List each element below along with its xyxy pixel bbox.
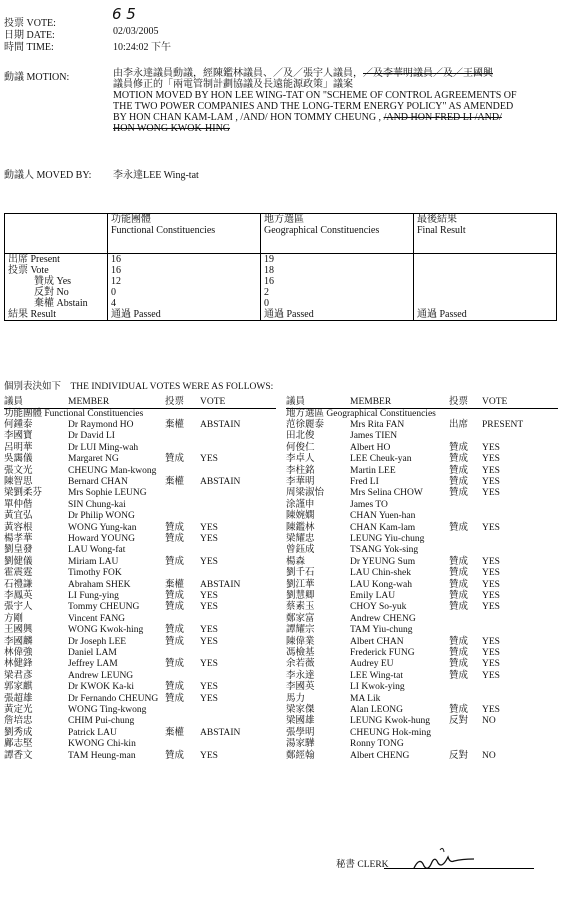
vote-number: 6 5 — [112, 5, 136, 23]
gc-section-title: 地方選區 Geographical Constituencies — [286, 409, 436, 419]
vote-value: ABSTAIN — [200, 477, 241, 487]
date-value: 02/03/2005 — [113, 26, 159, 37]
member-cn-name: 鄭家富 — [286, 613, 315, 624]
vote-value: YES — [482, 636, 500, 647]
member-cn-name: 張學明 — [286, 727, 315, 738]
member-name: Alan LEONG — [350, 705, 404, 715]
summary-fc-vote: 16 — [111, 265, 121, 276]
member-cn-name: 余若薇 — [286, 659, 315, 670]
motion-en-3: BY HON CHAN KAM-LAM , /AND/ HON TOMMY CHEUNG , — [113, 112, 382, 123]
member-name: WONG Kwok-hing — [68, 625, 144, 636]
motion-en-1: MOTION MOVED BY HON LEE WING-TAT ON "SCHEME OF CONTROL AGREEMENTS OF — [113, 90, 517, 101]
header-member: MEMBER — [68, 397, 110, 407]
member-cn-name: 林健鋒 — [4, 659, 33, 670]
vote-value: ABSTAIN — [200, 727, 241, 738]
member-name: James TIEN — [350, 431, 398, 442]
vote-value: YES — [200, 522, 218, 533]
clerk-signature-line — [384, 868, 534, 869]
vote-value: YES — [482, 488, 500, 499]
member-cn-name: 李鳳英 — [4, 591, 33, 601]
member-name: Bernard CHAN — [68, 477, 128, 487]
vote-cn: 贊成 — [449, 591, 469, 601]
summary-gc-present: 19 — [264, 254, 274, 265]
vote-value: YES — [482, 670, 500, 681]
vote-cn: 贊成 — [449, 568, 469, 579]
vote-cn: 贊成 — [449, 465, 469, 476]
vote-cn: 贊成 — [449, 522, 469, 533]
member-name: CHIM Pui-chung — [68, 716, 135, 727]
vote-value: YES — [200, 591, 218, 601]
vote-value: YES — [482, 442, 500, 453]
vote-value: YES — [482, 579, 500, 590]
vote-cn: 贊成 — [165, 659, 185, 670]
vote-value: YES — [200, 534, 218, 544]
vote-value: YES — [482, 648, 500, 658]
member-name: Albert CHENG — [350, 750, 410, 761]
member-cn-name: 霍震霆 — [4, 568, 33, 579]
member-name: LAU Wong-fat — [68, 545, 126, 556]
header-vote: VOTE — [482, 397, 508, 407]
vote-cn: 贊成 — [449, 454, 469, 465]
clerk-label: 秘書 CLERK — [336, 860, 389, 870]
motion-cn-1-struck: ／及李華明議員／及／王國興 — [363, 68, 493, 79]
vote-cn: 贊成 — [165, 693, 185, 704]
vote-value: YES — [200, 682, 218, 693]
vote-value: YES — [200, 659, 218, 670]
member-cn-name: 楊孝華 — [4, 534, 33, 544]
summary-gc-values — [261, 254, 414, 321]
member-name: LAU Chin-shek — [350, 568, 411, 579]
summary-final-values — [414, 254, 557, 321]
summary-label-result: 結果 Result — [8, 309, 57, 320]
summary-label-present: 出席 Present — [8, 254, 60, 265]
member-name: Dr YEUNG Sum — [350, 556, 416, 567]
member-cn-name: 黃容根 — [4, 522, 33, 533]
header-vote-cn: 投票 — [165, 397, 185, 407]
header-cn: 議員 — [286, 397, 306, 407]
vote-value: YES — [200, 636, 218, 647]
vote-cn: 贊成 — [165, 454, 185, 465]
fc-section-title: 功能團體 Functional Constituencies — [4, 409, 144, 419]
summary-fc-abstain: 4 — [111, 298, 116, 309]
vote-cn: 贊成 — [449, 477, 469, 487]
member-name: LEUNG Kwok-hung — [350, 716, 430, 727]
summary-gc-yes: 16 — [264, 276, 274, 287]
member-name: James TO — [350, 499, 388, 510]
member-name: Daniel LAM — [68, 648, 117, 658]
vote-cn: 棄權 — [165, 579, 185, 590]
vote-cn: 贊成 — [165, 602, 185, 613]
member-name: TSANG Yok-sing — [350, 545, 419, 556]
member-name: Audrey EU — [350, 659, 394, 670]
member-cn-name: 馬力 — [286, 693, 306, 704]
summary-fc-no: 0 — [111, 287, 116, 298]
summary-label-yes: 贊成 Yes — [34, 276, 72, 287]
member-cn-name: 梁國雄 — [286, 716, 315, 727]
member-name: MA Lik — [350, 693, 381, 704]
member-cn-name: 張宇人 — [4, 602, 33, 613]
member-name: Howard YOUNG — [68, 534, 135, 544]
member-name: Emily LAU — [350, 591, 396, 601]
vote-cn: 贊成 — [449, 636, 469, 647]
summary-table — [4, 213, 557, 321]
member-cn-name: 曾鈺成 — [286, 545, 315, 556]
member-cn-name: 譚香文 — [4, 750, 33, 761]
member-cn-name: 鄺志堅 — [4, 739, 33, 750]
summary-label-abstain: 棄權 Abstain — [34, 298, 88, 309]
vote-value: YES — [200, 602, 218, 613]
member-name: Abraham SHEK — [68, 579, 131, 590]
vote-cn: 贊成 — [165, 522, 185, 533]
vote-value: ABSTAIN — [200, 420, 241, 430]
member-cn-name: 周梁淑怡 — [286, 488, 325, 499]
member-name: TAM Yiu-chung — [350, 625, 413, 636]
summary-header-final: 最後結果 Final Result — [414, 214, 557, 254]
summary-fc-result: 通過 Passed — [111, 309, 161, 320]
member-cn-name: 楊森 — [286, 556, 306, 567]
member-cn-name: 劉秀成 — [4, 727, 33, 738]
vote-cn: 贊成 — [449, 556, 469, 567]
summary-fc-present: 16 — [111, 254, 121, 265]
vote-cn: 贊成 — [165, 625, 185, 636]
summary-final-result: 通過 Passed — [417, 309, 467, 320]
motion-label: 動議 MOTION: — [4, 72, 70, 83]
summary-gc-vote: 18 — [264, 265, 274, 276]
time-label: 時間 TIME: — [4, 42, 54, 53]
header-vote: VOTE — [200, 397, 226, 407]
member-name: Dr LUI Ming-wah — [68, 442, 139, 453]
vote-value: YES — [200, 625, 218, 636]
member-name: Jeffrey LAM — [68, 659, 118, 670]
member-name: Timothy FOK — [68, 568, 122, 579]
member-cn-name: 李華明 — [286, 477, 315, 487]
vote-value: YES — [482, 477, 500, 487]
member-name: Dr Philip WONG — [68, 511, 135, 522]
summary-gc-result: 通過 Passed — [264, 309, 314, 320]
member-name: Mrs Rita FAN — [350, 420, 405, 430]
member-name: Ronny TONG — [350, 739, 404, 750]
member-cn-name: 陳鑑林 — [286, 522, 315, 533]
member-cn-name: 范徐麗泰 — [286, 420, 325, 430]
member-cn-name: 陳智思 — [4, 477, 33, 487]
member-cn-name: 譚耀宗 — [286, 625, 315, 636]
member-cn-name: 陳偉業 — [286, 636, 315, 647]
vote-value: YES — [482, 556, 500, 567]
member-name: Frederick FUNG — [350, 648, 415, 658]
member-cn-name: 單仲偕 — [4, 499, 33, 510]
member-name: LEUNG Yiu-chung — [350, 534, 425, 544]
motion-cn-1: 由李永達議員動議，經陳鑑林議員、／及／張宇人議員， — [113, 68, 363, 79]
member-cn-name: 張文光 — [4, 465, 33, 476]
vote-cn: 贊成 — [449, 659, 469, 670]
member-cn-name: 涂謹申 — [286, 499, 315, 510]
member-name: Fred LI — [350, 477, 379, 487]
member-name: WONG Ting-kwong — [68, 705, 147, 715]
vote-cn: 贊成 — [449, 705, 469, 715]
vote-cn: 贊成 — [165, 636, 185, 647]
vote-value: YES — [482, 591, 500, 601]
motion-text — [113, 68, 563, 134]
member-cn-name: 梁劉柔芬 — [4, 488, 43, 499]
member-cn-name: 呂明華 — [4, 442, 33, 453]
member-name: Tommy CHEUNG — [68, 602, 140, 613]
member-name: CHAN Kam-lam — [350, 522, 416, 533]
vote-value: ABSTAIN — [200, 579, 241, 590]
summary-header-gc: 地方選區 Geographical Constituencies — [261, 214, 414, 254]
vote-value: YES — [482, 454, 500, 465]
motion-cn-2: 議員修正的「兩電管制計劃協議及長遠能源政策」議案 — [113, 79, 353, 90]
vote-value: YES — [482, 465, 500, 476]
member-name: Martin LEE — [350, 465, 396, 476]
vote-value: YES — [482, 602, 500, 613]
member-name: Dr KWOK Ka-ki — [68, 682, 134, 693]
member-cn-name: 何鍾泰 — [4, 420, 33, 430]
member-cn-name: 陳婉嫻 — [286, 511, 315, 522]
vote-cn: 贊成 — [165, 556, 185, 567]
member-name: KWONG Chi-kin — [68, 739, 136, 750]
motion-en-4-struck: HON WONG KWOK-HING — [113, 123, 231, 134]
member-cn-name: 石禮謙 — [4, 579, 33, 590]
member-name: Miriam LAU — [68, 556, 119, 567]
member-name: Dr Joseph LEE — [68, 636, 127, 647]
vote-cn: 反對 — [449, 750, 469, 761]
member-cn-name: 田北俊 — [286, 431, 315, 442]
member-name: Dr Raymond HO — [68, 420, 134, 430]
member-cn-name: 方剛 — [4, 613, 24, 624]
vote-value: NO — [482, 716, 496, 727]
moved-by-value: 李永達LEE Wing-tat — [113, 170, 199, 181]
member-cn-name: 王國興 — [4, 625, 33, 636]
member-cn-name: 李卓人 — [286, 454, 315, 465]
member-cn-name: 李永達 — [286, 670, 315, 681]
member-cn-name: 黃定光 — [4, 705, 33, 715]
member-cn-name: 蔡素玉 — [286, 602, 315, 613]
member-name: WONG Yung-kan — [68, 522, 137, 533]
member-cn-name: 李國麟 — [4, 636, 33, 647]
member-name: LEE Cheuk-yan — [350, 454, 412, 465]
member-cn-name: 梁君彥 — [4, 670, 33, 681]
vote-cn: 贊成 — [165, 682, 185, 693]
member-cn-name: 李國寶 — [4, 431, 33, 442]
summary-corner — [5, 214, 108, 254]
member-cn-name: 劉健儀 — [4, 556, 33, 567]
member-cn-name: 劉千石 — [286, 568, 315, 579]
member-name: LI Fung-ying — [68, 591, 119, 601]
vote-cn: 贊成 — [449, 670, 469, 681]
summary-header-fc: 功能團體 Functional Constituencies — [108, 214, 261, 254]
member-cn-name: 梁耀忠 — [286, 534, 315, 544]
vote-value: YES — [200, 454, 218, 465]
member-name: LEE Wing-tat — [350, 670, 403, 681]
member-cn-name: 林偉強 — [4, 648, 33, 658]
vote-cn: 棄權 — [165, 420, 185, 430]
motion-en-2: THE TWO POWER COMPANIES AND THE LONG-TERM ENERGY POLICY" AS AMENDED — [113, 101, 514, 112]
member-name: Andrew LEUNG — [68, 670, 134, 681]
vote-cn: 出席 — [449, 420, 469, 430]
member-name: Andrew CHENG — [350, 613, 416, 624]
member-name: CHEUNG Man-kwong — [68, 465, 157, 476]
member-cn-name: 李國英 — [286, 682, 315, 693]
member-cn-name: 湯家驊 — [286, 739, 315, 750]
vote-cn: 贊成 — [165, 750, 185, 761]
clerk-signature — [382, 838, 532, 878]
member-cn-name: 詹培忠 — [4, 716, 33, 727]
vote-cn: 反對 — [449, 716, 469, 727]
member-cn-name: 馮檢基 — [286, 648, 315, 658]
member-name: Vincent FANG — [68, 613, 126, 624]
member-name: TAM Heung-man — [68, 750, 136, 761]
vote-label: 投票 VOTE: — [4, 18, 56, 29]
member-cn-name: 黃宜弘 — [4, 511, 33, 522]
moved-by-label: 動議人 MOVED BY: — [4, 170, 92, 181]
vote-value: YES — [200, 556, 218, 567]
vote-value: YES — [482, 568, 500, 579]
vote-value: YES — [482, 659, 500, 670]
member-name: CHEUNG Hok-ming — [350, 727, 432, 738]
vote-cn: 贊成 — [165, 534, 185, 544]
vote-value: NO — [482, 750, 496, 761]
header-vote-cn: 投票 — [449, 397, 469, 407]
member-cn-name: 張超雄 — [4, 693, 33, 704]
vote-value: PRESENT — [482, 420, 524, 430]
summary-labels — [5, 254, 108, 321]
vote-cn: 棄權 — [165, 477, 185, 487]
member-name: Patrick LAU — [68, 727, 117, 738]
member-name: Dr Fernando CHEUNG — [68, 693, 159, 704]
member-name: Dr David LI — [68, 431, 115, 442]
individual-votes-title: 個別表決如下 THE INDIVIDUAL VOTES WERE AS FOLLOWS: — [4, 382, 274, 392]
motion-en-3-struck: /AND HON FRED LI /AND/ — [383, 112, 502, 123]
member-name: Albert CHAN — [350, 636, 404, 647]
member-name: Albert HO — [350, 442, 391, 453]
header-member: MEMBER — [350, 397, 392, 407]
member-cn-name: 李柱銘 — [286, 465, 315, 476]
vote-value: YES — [200, 693, 218, 704]
member-name: CHAN Yuen-han — [350, 511, 416, 522]
vote-cn: 贊成 — [449, 579, 469, 590]
summary-fc-values — [108, 254, 261, 321]
member-cn-name: 劉慧卿 — [286, 591, 315, 601]
summary-label-vote: 投票 Vote — [8, 265, 49, 276]
member-name: SIN Chung-kai — [68, 499, 126, 510]
member-cn-name: 吳靄儀 — [4, 454, 33, 465]
member-name: Mrs Sophie LEUNG — [68, 488, 147, 499]
member-name: Margaret NG — [68, 454, 119, 465]
summary-gc-no: 2 — [264, 287, 269, 298]
member-cn-name: 何俊仁 — [286, 442, 315, 453]
header-cn: 議員 — [4, 397, 24, 407]
summary-label-no: 反對 No — [34, 287, 69, 298]
vote-cn: 贊成 — [449, 648, 469, 658]
vote-cn: 贊成 — [449, 488, 469, 499]
vote-value: YES — [482, 522, 500, 533]
member-cn-name: 梁家傑 — [286, 705, 315, 715]
time-value: 10:24:02 下午 — [113, 42, 172, 53]
member-cn-name: 郭家麒 — [4, 682, 33, 693]
member-name: Mrs Selina CHOW — [350, 488, 423, 499]
summary-gc-abstain: 0 — [264, 298, 269, 309]
member-name: CHOY So-yuk — [350, 602, 407, 613]
vote-cn: 贊成 — [165, 591, 185, 601]
summary-fc-yes: 12 — [111, 276, 121, 287]
member-cn-name: 劉皇發 — [4, 545, 33, 556]
member-name: LI Kwok-ying — [350, 682, 405, 693]
vote-value: YES — [482, 705, 500, 715]
vote-cn: 贊成 — [449, 602, 469, 613]
vote-value: YES — [200, 750, 218, 761]
vote-cn: 棄權 — [165, 727, 185, 738]
member-cn-name: 鄭經翰 — [286, 750, 315, 761]
member-name: LAU Kong-wah — [350, 579, 413, 590]
member-cn-name: 劉江華 — [286, 579, 315, 590]
date-label: 日期 DATE: — [4, 30, 55, 41]
vote-cn: 贊成 — [449, 442, 469, 453]
